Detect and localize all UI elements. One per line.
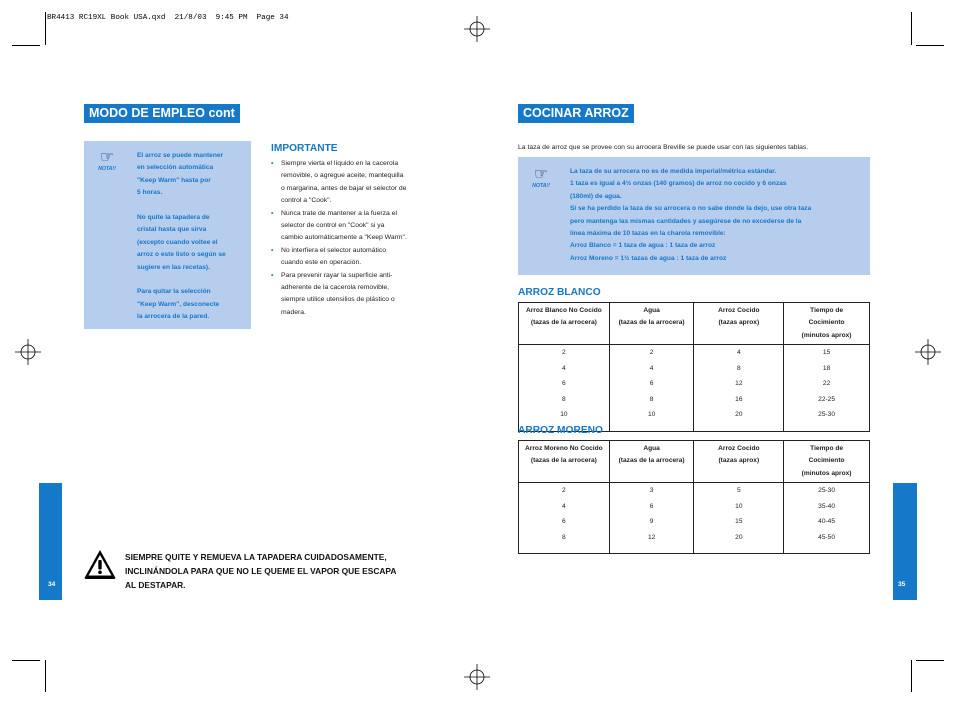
important-item (271, 158, 446, 208)
column-header: Arroz Cocido (tazas aprox) (694, 441, 784, 483)
note-line: la arrocera de la pared. (137, 313, 210, 321)
item-line: removible, o agregue aceite, mantequilla (281, 172, 404, 180)
left-page-heading: MODO DE EMPLEO cont (84, 104, 240, 123)
left-note-text (137, 150, 249, 324)
note-line: sugiere en las recetas). (137, 263, 210, 271)
right-note-text (570, 166, 866, 265)
table-row: 4 4 8 18 (519, 361, 870, 377)
column-header: Agua (tazas de la arrocera) (609, 441, 694, 483)
item-line: siempre utilice utensilios de plástico o (281, 296, 395, 304)
important-title: IMPORTANTE (271, 143, 338, 154)
note-line: 1 taza es igual a 4½ onzas (140 gramos) de arroz no cocido y 6 onzas (570, 180, 787, 188)
crop-mark (45, 660, 46, 692)
item-line: Para prevenir rayar la superficie anti- (281, 271, 393, 279)
note-line: en selección automática (137, 164, 214, 172)
important-list (271, 158, 446, 319)
table-row: 8 8 16 22-25 (519, 392, 870, 408)
warning-line: INCLINÁNDOLA PARA QUE NO LE QUEME EL VAPOR QUE ESCAPA (125, 566, 397, 577)
registration-mark-icon (464, 16, 490, 42)
table-row: 2 3 5 25-30 (519, 483, 870, 499)
registration-mark-icon (915, 339, 941, 365)
intro-text: La taza de arroz que se provee con su arrocera Breville se puede usar con las siguientes tablas. (518, 144, 809, 151)
column-header: Arroz Moreno No Cocido (tazas de la arrocera) (519, 441, 610, 483)
warning-line: AL DESTAPAR. (125, 580, 186, 591)
item-line: No interfiera el selector automático (281, 246, 387, 254)
note-line: cristal hasta que sirva (137, 226, 207, 234)
note-gap (137, 200, 249, 212)
left-page-tab (39, 483, 62, 600)
column-header: Tiempo de Cocimiento (minutos aprox) (784, 441, 870, 483)
item-line: Nunca trate de mantener a la fuerza el (281, 209, 397, 217)
item-line: selector de control en "Cook" si ya (281, 222, 385, 230)
note-line: El arroz se puede mantener (137, 152, 224, 159)
note-line: línea máxima de 10 tazas en la charola removible: (570, 230, 726, 238)
note-line: (excepto cuando voltee el (137, 238, 218, 246)
bullet-icon: • (271, 209, 274, 217)
table-row: 2 2 4 15 (519, 345, 870, 361)
right-note-panel (518, 157, 870, 275)
item-line: madera. (281, 308, 306, 316)
table-header-row (519, 441, 870, 483)
crop-mark (916, 45, 944, 46)
note-line: Arroz Moreno = 1½ tazas de agua : 1 taza de arroz (570, 254, 727, 262)
note-label: NOTA!! (532, 183, 550, 189)
right-page-tab (893, 483, 917, 600)
table-row: 4 6 10 35-40 (519, 499, 870, 515)
column-header: Arroz Cocido (tazas aprox) (694, 303, 784, 345)
brown-rice-table (518, 440, 870, 554)
important-item (271, 208, 446, 245)
left-note-panel (84, 141, 251, 329)
item-line: control a "Cook". (281, 197, 332, 205)
item-line: cambio automáticamente a "Keep Warm". (281, 234, 407, 242)
crop-mark (45, 12, 46, 45)
table-row: 10 10 20 25-30 (519, 407, 870, 423)
note-line: La taza de su arrocera no es de medida imperial/métrica estándar. (570, 168, 777, 175)
note-gap (137, 274, 249, 286)
column-header: Agua (tazas de la arrocera) (609, 303, 694, 345)
crop-mark (12, 660, 40, 661)
crop-mark (911, 12, 912, 45)
note-line: "Keep Warm", desconecte (137, 300, 220, 308)
column-header: Tiempo de Cocimiento (minutos aprox) (784, 303, 870, 345)
crop-mark (916, 660, 944, 661)
table-row: 6 9 15 40-45 (519, 514, 870, 530)
registration-mark-icon (464, 664, 490, 690)
table-row: 8 12 20 45-50 (519, 530, 870, 546)
note-line: No quite la tapadera de (137, 214, 210, 222)
important-item (271, 270, 446, 320)
note-line: Para quitar la selección (137, 288, 211, 296)
note-line: "Keep Warm" hasta por (137, 176, 211, 184)
registration-mark-icon (15, 339, 41, 365)
note-label: NOTA!! (98, 166, 116, 172)
page-number: 35 (898, 581, 906, 588)
table-header-row (519, 303, 870, 345)
white-rice-title: ARROZ BLANCO (518, 287, 601, 298)
page-number: 34 (48, 581, 56, 588)
right-page-heading: COCINAR ARROZ (518, 104, 634, 123)
bullet-icon: • (271, 271, 274, 279)
column-header: Arroz Blanco No Cocido (tazas de la arrocera) (519, 303, 610, 345)
table-spacer (519, 545, 870, 554)
item-line: cuando este en operación. (281, 259, 362, 267)
note-line: arroz o este listo o según se (137, 251, 226, 259)
crop-mark (911, 660, 912, 692)
note-line: pero mantenga las mismas cantidades y asegúrese de no excederse de la (570, 217, 802, 225)
bullet-icon: • (271, 160, 274, 167)
note-line: 5 horas. (137, 189, 163, 197)
item-line: Siempre vierta el líquido en la cacerola (281, 160, 399, 167)
warning-triangle-icon (83, 548, 117, 580)
note-line: Arroz Blanco = 1 taza de agua : 1 taza de arroz (570, 242, 716, 250)
important-item (271, 245, 446, 270)
brown-rice-title: ARROZ MORENO (518, 425, 603, 436)
item-line: o margarina, antes de bajar el selector de (281, 184, 407, 192)
table-row: 6 6 12 22 (519, 376, 870, 392)
warning-line: SIEMPRE QUITE Y REMUEVA LA TAPADERA CUIDADOSAMENTE, (125, 552, 387, 562)
bullet-icon: • (271, 246, 274, 254)
note-line: (180ml) de agua. (570, 192, 622, 200)
file-slug: BR4413 RC19XL Book USA.qxd 21/8/03 9:45 PM Page 34 (47, 14, 289, 22)
pointing-hand-icon: ☞ NOTA!! (90, 150, 124, 172)
note-line: Si se ha perdido la taza de su arrocera o no sabe donde la dejo, use otra taza (570, 205, 812, 213)
item-line: adherente de la cacerola removible, (281, 284, 390, 292)
white-rice-table (518, 302, 870, 432)
warning-text (125, 550, 445, 593)
pointing-hand-icon: ☞ NOTA!! (524, 167, 558, 189)
crop-mark (12, 45, 40, 46)
